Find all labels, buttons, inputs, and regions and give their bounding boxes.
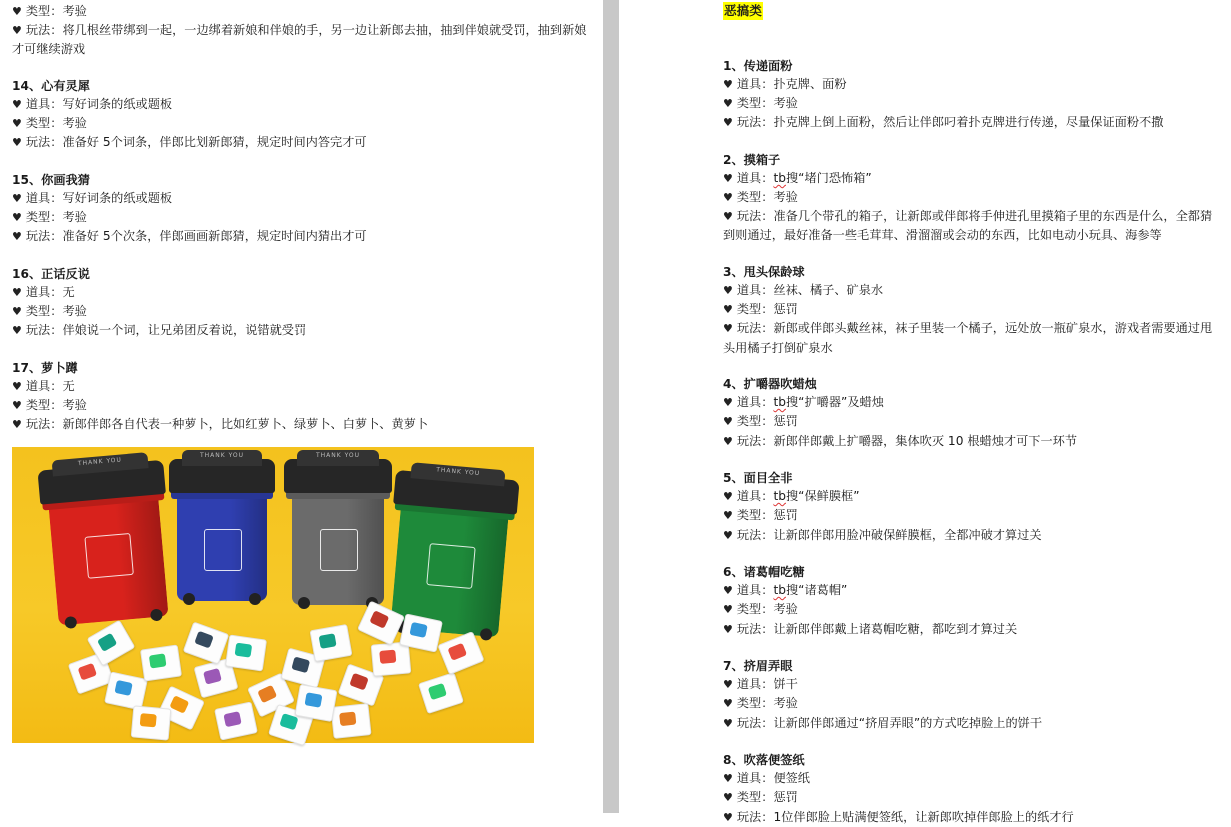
heart-bullet-icon: ♥ [12, 136, 22, 150]
detail-label: 道具： [25, 379, 63, 393]
heart-bullet-icon: ♥ [723, 396, 733, 410]
detail-value: tb搜“堵门恐怖箱” [773, 170, 872, 185]
blank-line [723, 451, 1223, 469]
heart-bullet-icon: ♥ [723, 772, 733, 786]
detail-value: 新郎伴郎各自代表一种萝卜，比如红萝卜、绿萝卜、白萝卜、黄萝卜 [62, 417, 429, 432]
detail-value: 准备好 5个词条，伴郎比划新郎猜，规定时间内答完才可 [62, 135, 367, 150]
detail-label: 玩法： [736, 621, 774, 636]
detail-value: 1位伴郎脸上贴满便签纸，让新郎吹掉伴郎脸上的纸才行 [773, 809, 1074, 824]
section-title-highlight: 恶搞类 [724, 3, 762, 18]
heart-bullet-icon: ♥ [723, 716, 733, 730]
game-title: 6、诸葛帽吃糖 [723, 564, 805, 579]
heart-bullet-icon: ♥ [723, 509, 733, 523]
right-document-page [619, 0, 1231, 824]
trash-bin [45, 456, 168, 626]
detail-label: 类型： [25, 4, 63, 18]
detail-value: 惩罚 [773, 790, 798, 805]
picture-card [310, 624, 353, 662]
game-detail-line [12, 227, 597, 246]
game-detail-line [12, 2, 597, 21]
spellcheck-underline: tb [773, 489, 786, 504]
picture-card [295, 684, 338, 722]
trash-bin [177, 452, 267, 601]
blank-line [723, 639, 1223, 657]
game-detail-line [12, 21, 597, 58]
detail-label: 道具： [736, 170, 774, 185]
heart-bullet-icon: ♥ [723, 528, 733, 542]
picture-card [330, 703, 371, 739]
game-detail-line [723, 487, 1223, 506]
heart-bullet-icon: ♥ [723, 116, 733, 130]
game-title: 14、心有灵犀 [12, 78, 90, 93]
heart-bullet-icon: ♥ [723, 322, 733, 336]
blank-line [12, 341, 597, 359]
heart-bullet-icon: ♥ [723, 490, 733, 504]
game-detail-line [723, 319, 1223, 356]
detail-value: 考验 [62, 304, 87, 319]
picture-card [183, 621, 230, 664]
detail-label: 玩法： [736, 209, 774, 224]
detail-label: 玩法： [736, 321, 774, 336]
detail-value: 让新郎伴郎用脸冲破保鲜膜框，全都冲破才算过关 [773, 527, 1042, 542]
detail-label: 玩法： [25, 323, 63, 338]
game-detail-line [723, 169, 1223, 188]
detail-label: 玩法： [736, 809, 774, 824]
detail-label: 玩法： [736, 527, 774, 542]
detail-value: 将几根丝带绑到一起，一边绑着新娘和伴娘的手，另一边让新郎去抽，抽到伴娘就受罚，抽到新娘才可继续游戏 [12, 23, 587, 57]
heart-bullet-icon: ♥ [723, 303, 733, 317]
game-detail-line [12, 208, 597, 227]
game-detail-line [723, 94, 1223, 113]
detail-value: 准备好 5个次条，伴郎画画新郎猜，规定时间内猜出才可 [62, 229, 367, 244]
detail-label: 道具： [736, 771, 774, 786]
picture-card [140, 645, 182, 682]
detail-label: 类型： [25, 116, 63, 131]
game-title: 3、甩头保龄球 [723, 264, 805, 279]
detail-label: 道具： [25, 191, 63, 205]
heart-bullet-icon: ♥ [723, 415, 733, 429]
game-title: 7、挤眉弄眼 [723, 658, 793, 673]
game-detail-line [723, 581, 1223, 600]
picture-card [131, 705, 172, 740]
detail-value: tb搜“诸葛帽” [773, 583, 848, 598]
detail-label: 类型： [736, 302, 774, 317]
detail-label: 玩法： [736, 715, 774, 730]
game-title: 8、吹落便签纸 [723, 752, 805, 767]
detail-value: tb搜“保鲜膜框” [773, 489, 860, 504]
detail-label: 道具： [736, 677, 774, 692]
blank-line [723, 733, 1223, 751]
game-detail-line [12, 95, 597, 114]
detail-label: 道具： [25, 97, 63, 111]
game-detail-line [12, 321, 597, 340]
heart-bullet-icon: ♥ [723, 171, 733, 185]
trash-bin [292, 452, 384, 605]
detail-label: 类型： [736, 414, 774, 429]
detail-value: 便签纸 [773, 771, 810, 786]
game-detail-line [723, 412, 1223, 431]
game-detail-line [723, 432, 1223, 451]
detail-value: 扑克牌上倒上面粉，然后让伴郎叼着扑克牌进行传递，尽量保证面粉不撒 [773, 115, 1164, 130]
game-detail-line [723, 300, 1223, 319]
heart-bullet-icon: ♥ [12, 399, 22, 413]
game-detail-line [12, 415, 597, 434]
detail-value: 让新郎伴郎戴上诸葛帽吃糖，都吃到才算过关 [773, 621, 1018, 636]
detail-label: 玩法： [736, 433, 774, 448]
heart-bullet-icon: ♥ [12, 324, 22, 338]
detail-value: 考验 [773, 189, 798, 204]
detail-value: 考验 [62, 398, 87, 413]
detail-label: 玩法： [25, 417, 63, 432]
heart-bullet-icon: ♥ [12, 192, 22, 205]
heart-bullet-icon: ♥ [723, 190, 733, 204]
detail-label: 道具： [736, 489, 774, 504]
game-detail-line [723, 694, 1223, 713]
detail-label: 类型： [736, 508, 774, 523]
detail-label: 玩法： [25, 135, 63, 150]
heart-bullet-icon: ♥ [12, 211, 22, 225]
detail-value: 丝袜、橘子、矿泉水 [773, 282, 884, 297]
detail-value: 无 [62, 379, 75, 393]
picture-card [225, 635, 267, 672]
game-detail-line [723, 620, 1223, 639]
game-detail-line [723, 75, 1223, 94]
detail-label: 类型： [736, 602, 774, 617]
detail-label: 玩法： [25, 229, 63, 244]
heart-bullet-icon: ♥ [12, 418, 22, 432]
detail-value: 饼干 [773, 677, 798, 692]
blank-line [12, 153, 597, 171]
left-page-text [12, 2, 597, 435]
blank-line [723, 38, 1223, 56]
game-detail-line [723, 393, 1223, 412]
detail-value: 惩罚 [773, 414, 798, 429]
heart-bullet-icon: ♥ [723, 678, 733, 692]
game-detail-line [723, 188, 1223, 207]
detail-label: 道具： [736, 76, 774, 91]
picture-card [104, 671, 148, 710]
heart-bullet-icon: ♥ [12, 98, 22, 111]
detail-value: 考验 [62, 210, 87, 225]
game-detail-line [723, 113, 1223, 132]
trash-bin [390, 466, 511, 638]
heart-bullet-icon: ♥ [723, 791, 733, 805]
game-detail-line [723, 207, 1223, 244]
blank-line [723, 545, 1223, 563]
game-title: 1、传递面粉 [723, 58, 793, 73]
right-page-text [723, 2, 1223, 827]
detail-label: 道具： [25, 285, 63, 299]
heart-bullet-icon: ♥ [12, 230, 22, 244]
detail-value: 准备几个带孔的箱子，让新郎或伴郎将手伸进孔里摸箱子里的东西是什么，全都猜到则通过，最好准备一些毛茸茸、滑溜溜或会动的东西，比如电动小玩具、海参等 [723, 209, 1213, 243]
heart-bullet-icon: ♥ [723, 622, 733, 636]
detail-value: 写好词条的纸或题板 [62, 191, 173, 205]
game-detail-line [723, 675, 1223, 694]
game-title: 5、面目全非 [723, 470, 793, 485]
detail-value: 新郎伴郎戴上扩嚼器，集体吹灭 10 根蜡烛才可下一环节 [773, 433, 1078, 448]
heart-bullet-icon: ♥ [12, 24, 22, 38]
section-title-line [723, 2, 1223, 20]
detail-label: 类型： [736, 696, 774, 711]
game-detail-line [723, 506, 1223, 525]
detail-value: 考验 [62, 4, 87, 18]
blank-line [12, 247, 597, 265]
game-detail-line [723, 769, 1223, 788]
picture-card [418, 672, 464, 714]
detail-label: 类型： [25, 304, 63, 319]
detail-value: 考验 [773, 602, 798, 617]
game-detail-line [12, 302, 597, 321]
detail-value: 无 [62, 285, 75, 299]
game-detail-line [723, 526, 1223, 545]
spellcheck-underline: tb [773, 170, 786, 185]
game-detail-line [723, 600, 1223, 619]
picture-card [437, 631, 484, 675]
detail-value: 新郎或伴郎头戴丝袜，袜子里装一个橘子，远处放一瓶矿泉水，游戏者需要通过甩头用橘子打倒矿泉水 [723, 321, 1213, 355]
detail-value: 惩罚 [773, 302, 798, 317]
detail-value: 考验 [773, 696, 798, 711]
game-detail-line [12, 377, 597, 396]
heart-bullet-icon: ♥ [723, 434, 733, 448]
game-title: 16、正话反说 [12, 266, 90, 281]
game-detail-line [12, 283, 597, 302]
game-detail-line [12, 133, 597, 152]
game-detail-line [723, 788, 1223, 807]
spellcheck-underline: tb [773, 583, 786, 598]
heart-bullet-icon: ♥ [723, 77, 733, 91]
game-detail-line [723, 714, 1223, 733]
lid-text: THANK YOU [199, 452, 245, 459]
heart-bullet-icon: ♥ [723, 697, 733, 711]
picture-card [371, 641, 412, 676]
game-detail-line [12, 189, 597, 208]
detail-label: 类型： [736, 95, 774, 110]
detail-label: 类型： [25, 210, 63, 225]
detail-value: 考验 [62, 116, 87, 131]
detail-value: 惩罚 [773, 508, 798, 523]
photo-recycling-bins-and-cards [12, 447, 534, 743]
heart-bullet-icon: ♥ [12, 5, 22, 18]
game-title: 4、扩嚼器吹蜡烛 [723, 376, 817, 391]
heart-bullet-icon: ♥ [723, 603, 733, 617]
detail-value: 写好词条的纸或题板 [62, 97, 173, 111]
blank-line [723, 245, 1223, 263]
game-title: 2、摸箱子 [723, 152, 781, 167]
detail-value: tb搜“扩嚼器”及蜡烛 [773, 395, 884, 410]
heart-bullet-icon: ♥ [723, 210, 733, 224]
detail-label: 玩法： [736, 115, 774, 130]
detail-value: 伴娘说一个词，让兄弟团反着说，说错就受罚 [62, 323, 307, 338]
detail-label: 道具： [736, 395, 774, 410]
heart-bullet-icon: ♥ [12, 305, 22, 319]
blank-line [723, 20, 1223, 38]
game-detail-line [12, 114, 597, 133]
lid-text: THANK YOU [315, 452, 361, 459]
game-detail-line [12, 396, 597, 415]
page-gutter [603, 0, 619, 813]
lid-text: THANK YOU [435, 466, 481, 478]
detail-value: 让新郎伴郎通过“挤眉弄眼”的方式吃掉脸上的饼干 [773, 715, 1043, 730]
detail-label: 类型： [736, 790, 774, 805]
heart-bullet-icon: ♥ [12, 380, 22, 393]
left-document-page [0, 0, 603, 813]
heart-bullet-icon: ♥ [12, 286, 22, 299]
game-title: 17、萝卜蹲 [12, 360, 78, 375]
picture-card [214, 701, 258, 740]
detail-label: 道具： [736, 583, 774, 598]
detail-label: 类型： [25, 398, 63, 413]
lid-text: THANK YOU [77, 456, 123, 468]
heart-bullet-icon: ♥ [723, 810, 733, 824]
blank-line [12, 59, 597, 77]
heart-bullet-icon: ♥ [12, 117, 22, 131]
blank-line [723, 357, 1223, 375]
detail-label: 道具： [736, 282, 774, 297]
game-detail-line [723, 808, 1223, 827]
detail-value: 扑克牌、面粉 [773, 76, 847, 91]
detail-value: 考验 [773, 95, 798, 110]
detail-label: 类型： [736, 189, 774, 204]
game-title: 15、你画我猜 [12, 172, 90, 187]
heart-bullet-icon: ♥ [723, 96, 733, 110]
detail-label: 玩法： [25, 23, 63, 38]
heart-bullet-icon: ♥ [723, 283, 733, 297]
game-detail-line [723, 281, 1223, 300]
blank-line [723, 132, 1223, 150]
heart-bullet-icon: ♥ [723, 584, 733, 598]
spellcheck-underline: tb [773, 395, 786, 410]
